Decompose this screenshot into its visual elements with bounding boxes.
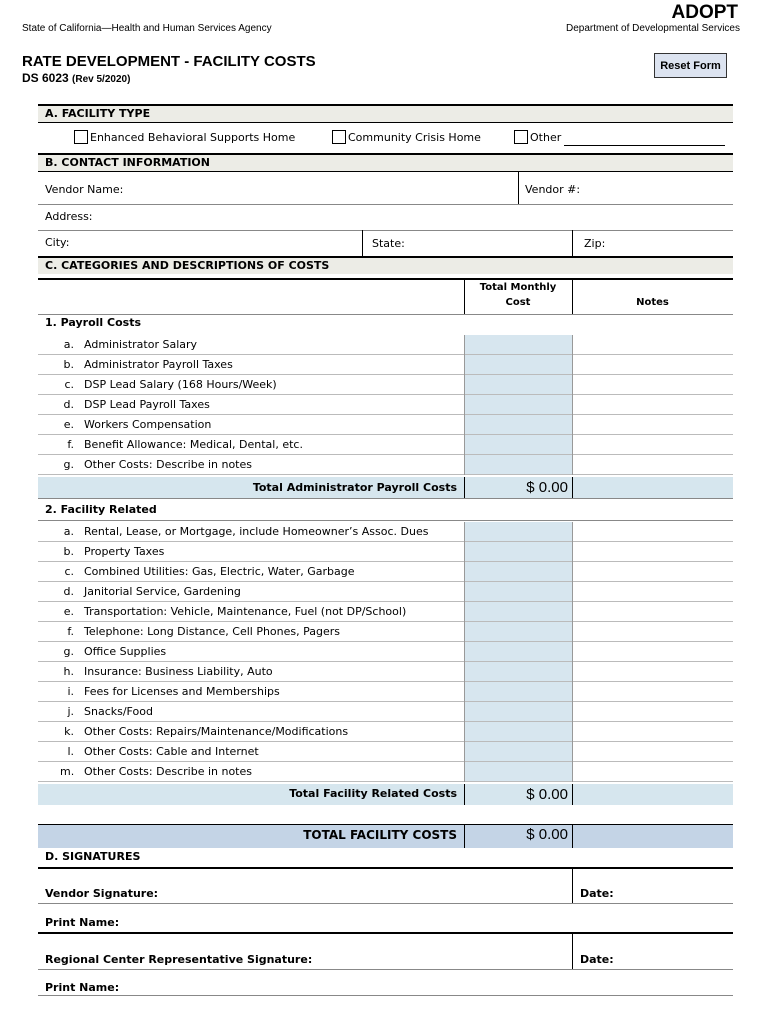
item-letter: g.: [63, 645, 74, 658]
divider: [572, 662, 573, 682]
divider: [464, 415, 465, 435]
zip-label: Zip:: [584, 237, 606, 250]
notes-input[interactable]: [573, 682, 733, 701]
cost-input[interactable]: [464, 702, 572, 721]
divider: [464, 762, 465, 782]
divider: [572, 824, 573, 848]
facility-total-label: Total Facility Related Costs: [289, 787, 457, 800]
divider: [464, 278, 465, 315]
divider: [38, 932, 733, 934]
divider: [38, 204, 733, 205]
divider: [572, 784, 573, 805]
item-description: Other Costs: Describe in notes: [84, 765, 252, 778]
divider: [572, 230, 573, 256]
cost-input[interactable]: [464, 582, 572, 601]
divider: [572, 335, 573, 355]
item-description: Administrator Salary: [84, 338, 198, 351]
divider: [572, 742, 573, 762]
item-letter: h.: [63, 665, 74, 678]
item-letter: j.: [67, 705, 74, 718]
divider: [38, 867, 733, 869]
section-a-header: A. FACILITY TYPE: [38, 104, 733, 122]
cost-input[interactable]: [464, 742, 572, 761]
item-description: Fees for Licenses and Memberships: [84, 685, 280, 698]
cost-input[interactable]: [464, 662, 572, 681]
divider: [572, 562, 573, 582]
divider: [464, 682, 465, 702]
notes-input[interactable]: [573, 435, 733, 454]
notes-input[interactable]: [573, 415, 733, 434]
divider: [572, 435, 573, 455]
notes-input[interactable]: [573, 602, 733, 621]
divider: [572, 278, 573, 315]
item-description: Other Costs: Repairs/Maintenance/Modifications: [84, 725, 349, 738]
notes-input[interactable]: [573, 582, 733, 601]
item-letter: e.: [63, 605, 74, 618]
item-description: Workers Compensation: [84, 418, 212, 431]
divider: [464, 602, 465, 622]
rc-print-name-label: Print Name:: [45, 981, 120, 994]
address-label: Address:: [45, 210, 93, 223]
divider: [572, 542, 573, 562]
item-letter: e.: [63, 418, 74, 431]
state-label: State:: [372, 237, 405, 250]
col-total-monthly: Total Monthly: [479, 282, 557, 293]
form-number-text: DS 6023: [22, 71, 69, 85]
notes-input[interactable]: [573, 742, 733, 761]
cost-input[interactable]: [464, 415, 572, 434]
section-d-header: D. SIGNATURES: [45, 850, 141, 863]
divider: [464, 702, 465, 722]
cost-input[interactable]: [464, 762, 572, 781]
cost-input[interactable]: [464, 602, 572, 621]
cost-input[interactable]: [464, 522, 572, 541]
checkbox-other[interactable]: [514, 130, 528, 144]
divider: [38, 314, 733, 315]
cost-input[interactable]: [464, 435, 572, 454]
divider: [464, 455, 465, 475]
item-letter: a.: [63, 525, 74, 538]
divider: [38, 520, 733, 521]
divider: [572, 702, 573, 722]
divider: [464, 335, 465, 355]
item-description: Rental, Lease, or Mortgage, include Homeowner’s Assoc. Dues: [84, 525, 429, 538]
form-number: [22, 71, 130, 85]
divider: [572, 722, 573, 742]
item-description: Transportation: Vehicle, Maintenance, Fuel (not DP/School): [84, 605, 407, 618]
notes-input[interactable]: [573, 335, 733, 354]
option-enhanced-behavioral: Enhanced Behavioral Supports Home: [90, 131, 296, 144]
payroll-total-value[interactable]: $ 0.00: [526, 479, 568, 496]
divider: [38, 824, 733, 825]
divider: [464, 522, 465, 542]
item-description: Property Taxes: [84, 545, 165, 558]
cost-input[interactable]: [464, 722, 572, 741]
notes-input[interactable]: [573, 562, 733, 581]
divider: [464, 722, 465, 742]
cost-input[interactable]: [464, 375, 572, 394]
divider: [572, 415, 573, 435]
item-description: Benefit Allowance: Medical, Dental, etc.: [84, 438, 303, 451]
cost-input[interactable]: [464, 622, 572, 641]
item-description: DSP Lead Salary (168 Hours/Week): [84, 378, 277, 391]
divider: [38, 995, 733, 996]
item-letter: a.: [63, 338, 74, 351]
divider: [572, 762, 573, 782]
cost-input[interactable]: [464, 642, 572, 661]
divider: [464, 395, 465, 415]
item-letter: d.: [63, 398, 74, 411]
grand-total-label: TOTAL FACILITY COSTS: [303, 828, 457, 842]
divider: [38, 903, 733, 904]
cost-input[interactable]: [464, 542, 572, 561]
checkbox-community-crisis[interactable]: [332, 130, 346, 144]
notes-input[interactable]: [573, 355, 733, 374]
item-letter: f.: [67, 438, 74, 451]
form-revision: (Rev 5/2020): [72, 74, 131, 85]
divider: [464, 662, 465, 682]
divider: [464, 582, 465, 602]
divider: [572, 682, 573, 702]
cost-input[interactable]: [464, 395, 572, 414]
cost-input[interactable]: [464, 455, 572, 474]
vendor-date-label: Date:: [580, 887, 614, 900]
adopt-label: ADOPT: [671, 2, 738, 23]
item-letter: c.: [64, 378, 74, 391]
divider: [38, 230, 733, 231]
rc-signature-label: Regional Center Representative Signature:: [45, 953, 313, 966]
reset-form-button[interactable]: Reset Form: [654, 53, 727, 78]
section-c-header: C. CATEGORIES AND DESCRIPTIONS OF COSTS: [38, 256, 733, 274]
cost-input[interactable]: [464, 355, 572, 374]
item-letter: l.: [67, 745, 74, 758]
notes-input[interactable]: [573, 395, 733, 414]
col-total-monthly-cost: Cost: [505, 297, 531, 308]
department-name: Department of Developmental Services: [566, 23, 740, 34]
divider: [572, 602, 573, 622]
divider: [572, 455, 573, 475]
item-letter: c.: [64, 565, 74, 578]
divider: [38, 278, 733, 280]
vendor-number-label: Vendor #:: [525, 183, 581, 196]
notes-input[interactable]: [573, 455, 733, 474]
divider: [572, 522, 573, 542]
divider: [464, 642, 465, 662]
item-description: Combined Utilities: Gas, Electric, Water, Garbage: [84, 565, 355, 578]
divider: [38, 781, 733, 782]
payroll-total-label: Total Administrator Payroll Costs: [252, 481, 457, 494]
item-description: Office Supplies: [84, 645, 167, 658]
divider: [518, 171, 519, 204]
item-description: Janitorial Service, Gardening: [84, 585, 241, 598]
vendor-signature-label: Vendor Signature:: [45, 887, 159, 900]
divider: [572, 477, 573, 498]
divider: [38, 969, 733, 970]
divider: [464, 375, 465, 395]
cost-input[interactable]: [464, 562, 572, 581]
section-b-header: B. CONTACT INFORMATION: [38, 153, 733, 171]
divider: [362, 230, 363, 256]
item-description: Administrator Payroll Taxes: [84, 358, 233, 371]
notes-input[interactable]: [573, 375, 733, 394]
item-letter: k.: [64, 725, 74, 738]
facility-total-value[interactable]: $ 0.00: [526, 786, 568, 803]
grand-total-value[interactable]: $ 0.00: [526, 826, 568, 843]
divider: [464, 542, 465, 562]
notes-input[interactable]: [573, 542, 733, 561]
divider: [572, 395, 573, 415]
option-community-crisis: Community Crisis Home: [348, 131, 481, 144]
divider: [572, 934, 573, 969]
item-description: Other Costs: Cable and Internet: [84, 745, 259, 758]
rc-date-label: Date:: [580, 953, 614, 966]
notes-input[interactable]: [573, 642, 733, 661]
facility-related-heading: 2. Facility Related: [45, 503, 157, 516]
option-other: Other: [530, 131, 562, 144]
item-letter: g.: [63, 458, 74, 471]
item-description: Telephone: Long Distance, Cell Phones, Pagers: [84, 625, 341, 638]
cost-input[interactable]: [464, 335, 572, 354]
divider: [572, 868, 573, 903]
item-description: Snacks/Food: [84, 705, 153, 718]
divider: [38, 474, 733, 475]
divider: [572, 582, 573, 602]
notes-input[interactable]: [573, 522, 733, 541]
item-letter: m.: [60, 765, 75, 778]
notes-input[interactable]: [573, 622, 733, 641]
notes-input[interactable]: [573, 722, 733, 741]
item-letter: f.: [67, 625, 74, 638]
notes-input[interactable]: [573, 762, 733, 781]
item-letter: i.: [67, 685, 74, 698]
item-description: Insurance: Business Liability, Auto: [84, 665, 273, 678]
divider: [464, 562, 465, 582]
other-input-line[interactable]: [564, 145, 725, 146]
item-description: DSP Lead Payroll Taxes: [84, 398, 210, 411]
item-description: Other Costs: Describe in notes: [84, 458, 252, 471]
section-d-band: [38, 848, 733, 866]
divider: [38, 122, 733, 123]
vendor-print-name-label: Print Name:: [45, 916, 120, 929]
col-notes: Notes: [636, 297, 669, 308]
vendor-name-label: Vendor Name:: [45, 183, 124, 196]
item-letter: d.: [63, 585, 74, 598]
notes-input[interactable]: [573, 662, 733, 681]
item-letter: b.: [63, 358, 74, 371]
divider: [572, 375, 573, 395]
agency-name: State of California—Health and Human Services Agency: [22, 23, 272, 34]
cost-input[interactable]: [464, 682, 572, 701]
checkbox-enhanced-behavioral[interactable]: [74, 130, 88, 144]
divider: [572, 355, 573, 375]
divider: [464, 355, 465, 375]
divider: [572, 622, 573, 642]
city-label: City:: [45, 236, 70, 249]
form-title: RATE DEVELOPMENT - FACILITY COSTS: [22, 53, 316, 70]
payroll-costs-heading: 1. Payroll Costs: [45, 316, 142, 329]
divider: [38, 171, 733, 172]
notes-input[interactable]: [573, 702, 733, 721]
divider: [464, 435, 465, 455]
divider: [572, 642, 573, 662]
divider: [38, 498, 733, 499]
divider: [464, 622, 465, 642]
item-letter: b.: [63, 545, 74, 558]
divider: [464, 742, 465, 762]
